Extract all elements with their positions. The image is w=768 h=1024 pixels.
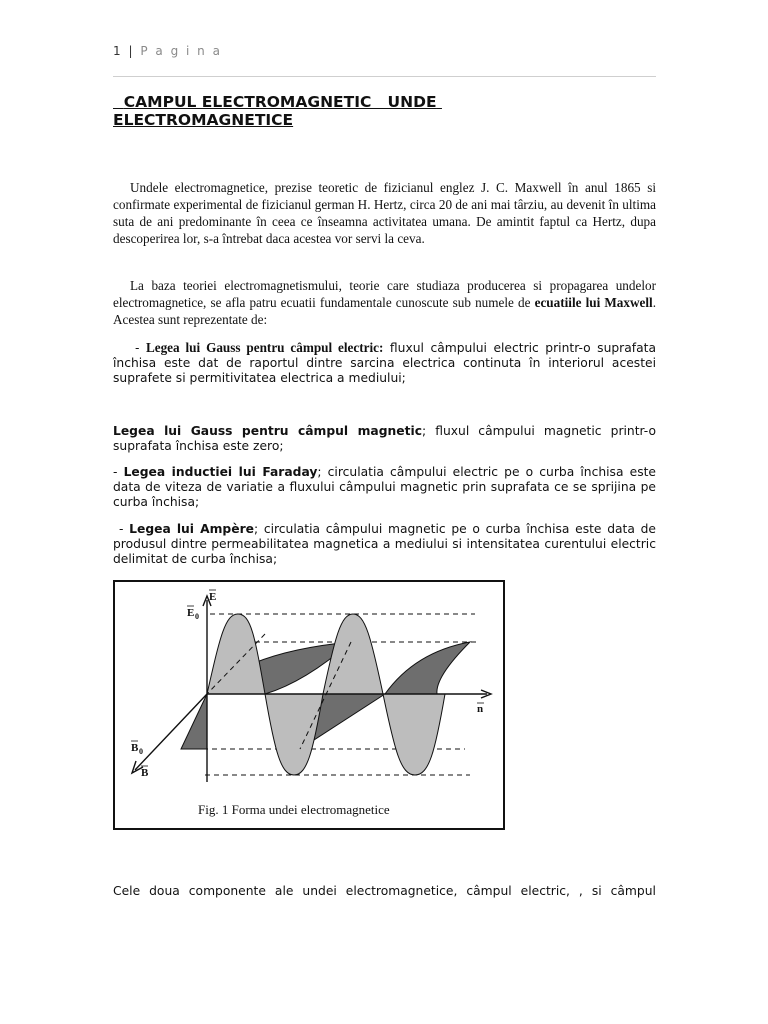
bottom-word: componente	[188, 884, 266, 898]
electric-lobe-4	[383, 694, 445, 775]
bottom-word: câmpul	[610, 884, 656, 898]
paragraph-intro: Undele electromagnetice, prezise teoretic de fizicianul englez J. C. Maxwell în anul 1865 si confirmate experimental de fizicianul german H. Hertz, circa 20 de ani mai târziu, au devenit în ultima suta de ani predominante în ceea ce înseamna activitatea umana. De amintit faptul ca Hertz, dupa descoperirea lor, s-a întrebat daca acestea vor servi la ceva.	[113, 180, 656, 246]
electric-lobe-3	[323, 614, 383, 694]
bottom-word: câmpul	[466, 884, 512, 898]
label-e: E	[209, 591, 217, 603]
bottom-word: ale	[274, 884, 294, 898]
label-b0-sub: 0	[139, 747, 143, 756]
bottom-word: Cele	[113, 884, 141, 898]
magnetic-lobe-1	[181, 694, 207, 749]
bottom-word: si	[591, 884, 602, 898]
page-title: CAMPUL ELECTROMAGNETIC UNDE ELECTROMAGNETICE	[113, 93, 442, 129]
bottom-word: doua	[149, 884, 180, 898]
label-n: n	[477, 703, 484, 715]
label-b0: B	[131, 742, 139, 754]
header-separator: |	[128, 44, 135, 58]
header-rule	[113, 76, 656, 77]
bottom-word: electric,	[520, 884, 570, 898]
page-header	[113, 44, 222, 58]
em-wave-figure	[113, 580, 505, 830]
law-ampere	[113, 522, 656, 567]
maxwell-equations-term: ecuatiile lui Maxwell	[534, 295, 653, 310]
law-prefix: -	[135, 341, 146, 355]
page-number: 1	[113, 44, 123, 58]
paragraph-maxwell	[113, 277, 656, 328]
law-prefix: -	[119, 522, 130, 536]
label-e0-sub: 0	[195, 612, 199, 621]
page-label: P a g i n a	[140, 44, 222, 58]
law-faraday-text: ; circulatia câmpului electric pe o curba închisa este data de viteza de variatie a fluxului câmpului magnetic prin suprafata ce se sprijina pe curba închisa;	[113, 465, 656, 509]
law-gauss-electric-text: fluxul câmpului electric printr-o suprafata închisa este dat de raportul dintre sarcina electrica continuta în interiorul acestei suprafete si permitivitatea electrica a mediului;	[113, 341, 656, 385]
figure-caption: Fig. 1 Forma undei electromagnetice	[198, 802, 390, 817]
law-ampere-title: Legea lui Ampère	[129, 522, 254, 536]
bottom-line	[113, 884, 656, 898]
law-gauss-electric-title: Legea lui Gauss pentru câmpul electric:	[145, 340, 384, 355]
law-gauss-magnetic-text: ; fluxul câmpului magnetic printr-o suprafata închisa este zero;	[113, 424, 656, 453]
law-ampere-text: ; circulatia câmpului magnetic pe o curba închisa este data de produsul dintre permeabilitatea magnetica a mediului si intensitatea curentului electric delimitat de curba închisa;	[113, 522, 656, 566]
em-wave-diagram	[115, 582, 503, 828]
paragraph-maxwell-text-c: . Acestea sunt reprezentate de:	[113, 295, 656, 327]
magnetic-lobe-4	[385, 642, 470, 694]
label-e0: E	[187, 607, 195, 619]
label-b: B	[141, 767, 149, 779]
law-faraday	[113, 465, 656, 510]
paragraph-maxwell-text-a: La baza teoriei electromagnetismului, teorie care studiaza producerea si propagarea undelor electromagnetice, se afla patru ecuatii fundamentale cunoscute sub numele de	[113, 278, 656, 310]
law-faraday-title: Legea inductiei lui Faraday	[123, 465, 318, 479]
bottom-word: ,	[578, 884, 583, 898]
law-gauss-electric	[113, 340, 656, 386]
law-prefix: -	[113, 465, 124, 479]
electric-lobe-2	[265, 694, 323, 775]
electric-lobe-1	[207, 614, 265, 694]
law-gauss-magnetic	[113, 424, 656, 454]
bottom-word: electromagnetice,	[345, 884, 458, 898]
law-gauss-magnetic-title: Legea lui Gauss pentru câmpul magnetic	[113, 424, 422, 438]
bottom-word: undei	[302, 884, 337, 898]
